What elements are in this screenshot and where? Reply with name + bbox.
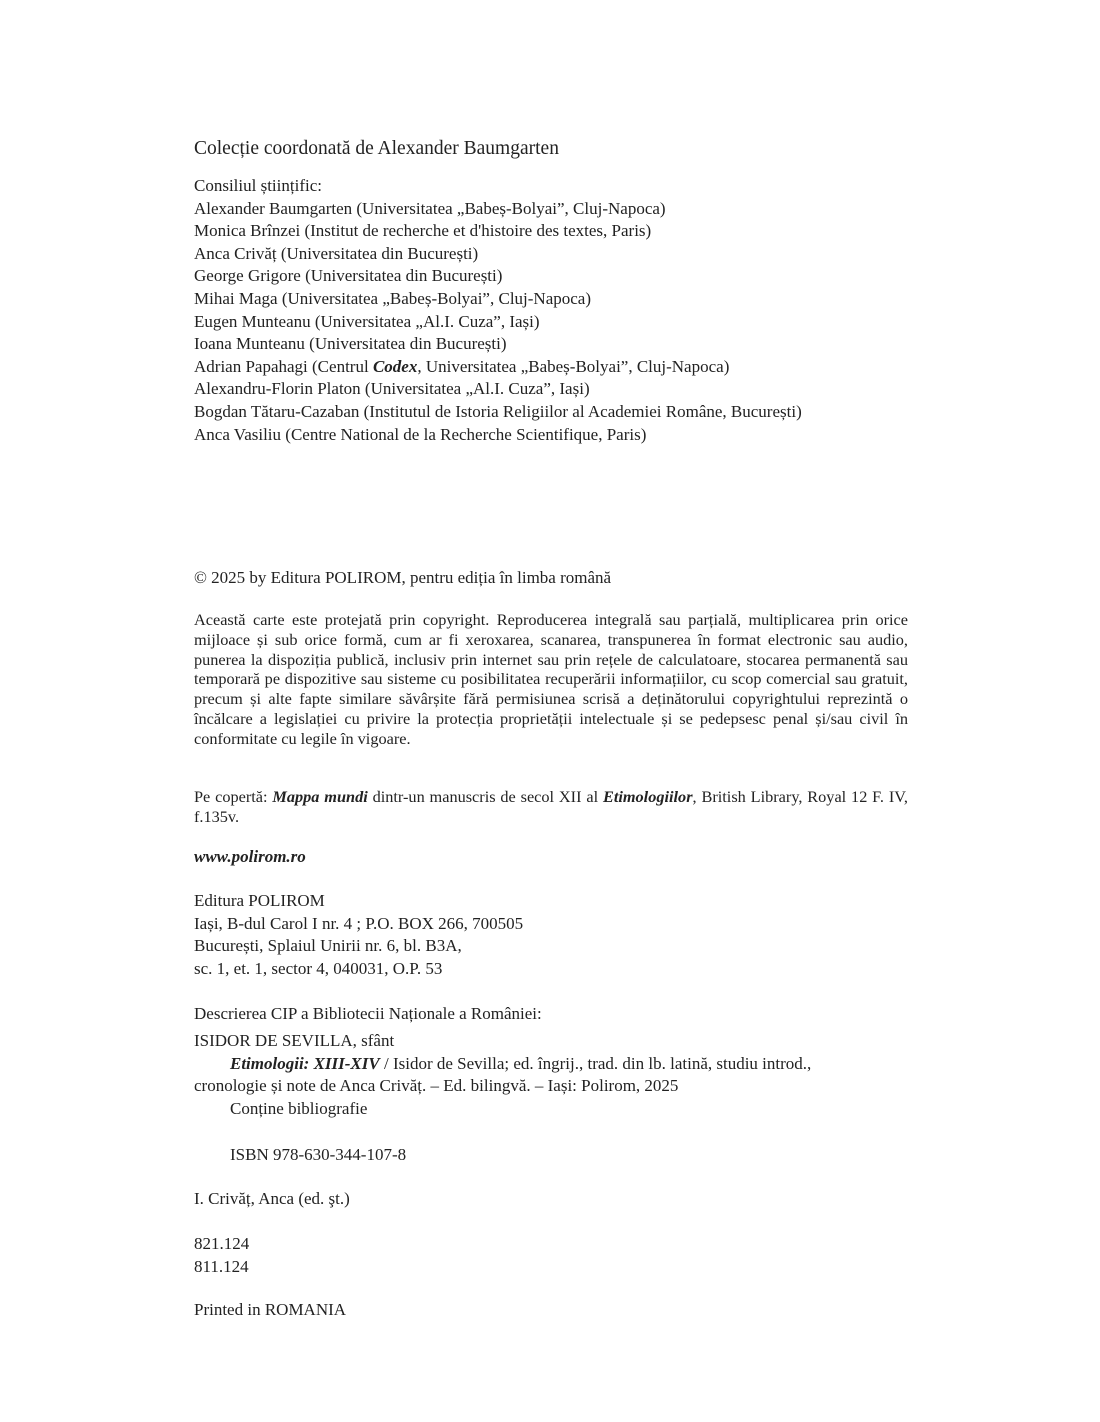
- cip-title-text: / Isidor de Sevilla; ed. îngrij., trad. din lb. latină, studiu introd.,: [379, 1053, 812, 1073]
- publisher-line: Editura POLIROM: [194, 891, 325, 910]
- cover-text: , British Library, Royal 12 F. IV, f.135v.: [194, 787, 908, 826]
- council-member: Mihai Maga (Universitatea „Babeș-Bolyai”, Cluj-Napoca): [194, 288, 592, 308]
- cip-line: cronologie și note de Anca Crivăț. – Ed. bilingvă. – Iași: Polirom, 2025: [194, 1076, 679, 1096]
- printed-in: Printed in ROMANIA: [194, 1300, 347, 1319]
- copyright-notice: Această carte este protejată prin copyright. Reproducerea integrală sau parțială, multiplicarea prin orice mijloace și sub orice formă, cum ar fi xeroxarea, scanarea, transpunerea în format electronic sau audio, punerea la dispoziția publică, inclusiv prin internet sau prin rețele de calculatoare, stocarea permanentă sau temporară pe dispozitive sau sisteme cu posibilitatea recuperării informațiilor, cu scop comercial sau gratuit, precum și alte fapte similare săvârșite fără permisiunea scrisă a deținătorului copyrightului reprezintă o încălcare a legislației cu privire la protecția proprietății intelectuale și se pedepsesc penal și/sau civil în conformitate cu legile în vigoare.: [194, 610, 908, 748]
- cip-title-emphasis: Etimologii: XIII-XIV: [230, 1053, 380, 1073]
- council-heading: Consiliul științific:: [194, 176, 322, 195]
- cip-record: [194, 1030, 908, 1120]
- cover-credit: [194, 787, 908, 827]
- website-link[interactable]: www.polirom.ro: [194, 847, 306, 866]
- cip-author: ISIDOR DE SEVILLA, sfânt: [194, 1031, 395, 1050]
- cip-entry: I. Crivăț, Anca (ed. şt.): [194, 1189, 350, 1208]
- council-member: Ioana Munteanu (Universitatea din București): [194, 334, 507, 354]
- cover-text: Pe copertă:: [194, 787, 273, 806]
- council-member: Bogdan Tătaru-Cazaban (Institutul de Istoria Religiilor al Academiei Române, București): [194, 401, 802, 421]
- council-member: Alexandru-Florin Platon (Universitatea „Al.I. Cuza”, Iași): [194, 379, 590, 399]
- council-member: Alexander Baumgarten (Universitatea „Babeș-Bolyai”, Cluj-Napoca): [194, 198, 666, 218]
- cip-title: [194, 1053, 908, 1076]
- cover-text: dintr-un manuscris de secol XII al: [367, 787, 603, 806]
- member-text: , Universitatea „Babeș-Bolyai”, Cluj-Napoca): [417, 356, 730, 376]
- publisher-line: sc. 1, et. 1, sector 4, 040031, O.P. 53: [194, 958, 443, 978]
- council-member: Anca Crivăț (Universitatea din București): [194, 243, 479, 263]
- cover-emphasis: Mappa mundi: [272, 787, 368, 806]
- cip-note: Conține bibliografie: [230, 1098, 368, 1118]
- udc-code: 811.124: [194, 1256, 249, 1276]
- publisher-line: București, Splaiul Unirii nr. 6, bl. B3A,: [194, 936, 462, 956]
- member-emphasis: Codex: [372, 356, 418, 376]
- collection-coordinator: Colecție coordonată de Alexander Baumgarten: [194, 138, 559, 159]
- council-member: Eugen Munteanu (Universitatea „Al.I. Cuza”, Iași): [194, 311, 540, 331]
- isbn: ISBN 978-630-344-107-8: [230, 1145, 407, 1164]
- scientific-council: [194, 175, 908, 446]
- member-text: Adrian Papahagi (Centrul: [194, 356, 373, 376]
- publisher-address: [194, 890, 908, 980]
- publisher-line: Iași, B-dul Carol I nr. 4 ; P.O. BOX 266, 700505: [194, 913, 524, 933]
- council-member: Anca Vasiliu (Centre National de la Recherche Scientifique, Paris): [194, 424, 647, 444]
- udc-code: 821.124: [194, 1234, 250, 1253]
- cip-heading: Descrierea CIP a Bibliotecii Naționale a României:: [194, 1004, 542, 1023]
- council-member: George Grigore (Universitatea din București): [194, 266, 503, 286]
- council-member: Monica Brînzei (Institut de recherche et d'histoire des textes, Paris): [194, 221, 652, 241]
- udc-codes: [194, 1233, 908, 1278]
- council-member: [194, 356, 908, 379]
- copyright-line: © 2025 by Editura POLIROM, pentru ediția în limba română: [194, 568, 612, 587]
- cover-emphasis: Etimologiilor: [602, 787, 693, 806]
